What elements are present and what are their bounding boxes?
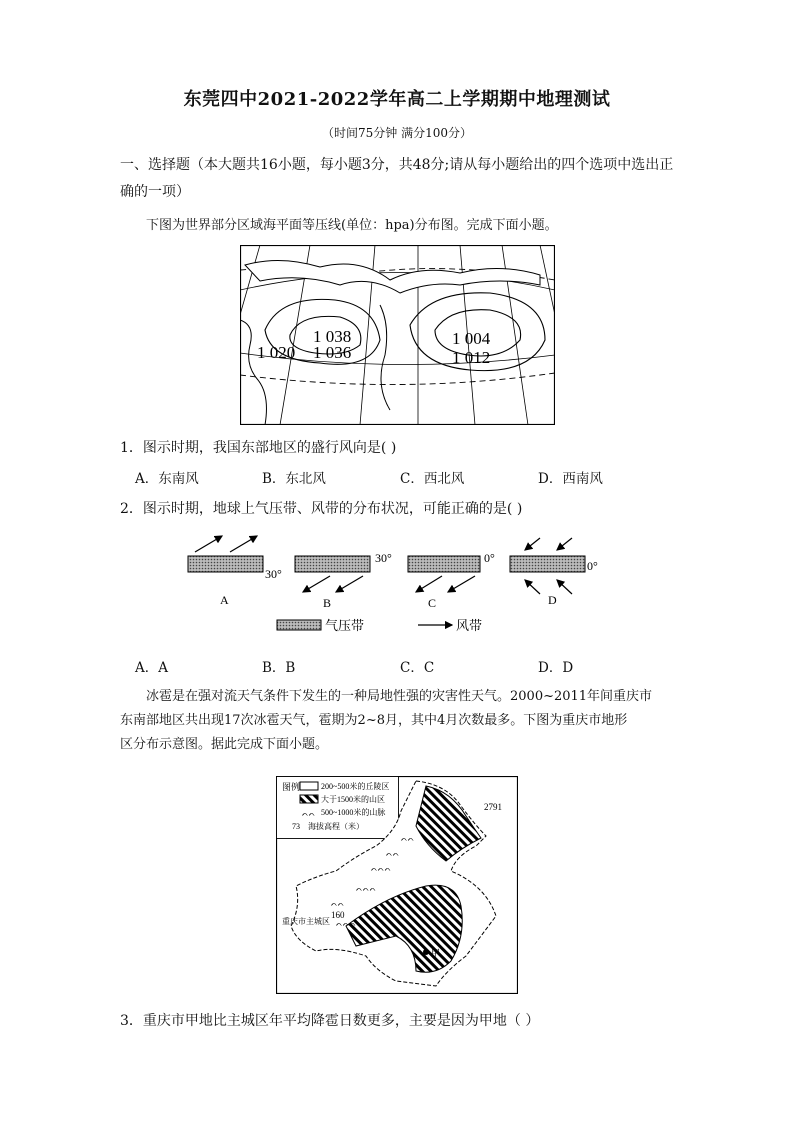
peak-elevation: 2791 <box>484 802 502 812</box>
q1-option-b[interactable]: B．东北风 <box>262 471 326 487</box>
belt-a-pressure <box>188 556 263 572</box>
legend-mountain-swatch <box>300 795 318 803</box>
belt-b-arrow-2 <box>336 576 363 592</box>
isobar-label-1020: 1 020 <box>257 343 296 362</box>
svg-text:ᨈᨈ: ᨈᨈ <box>401 834 415 843</box>
legend-range-label: 500~1000米的山脉 <box>321 808 386 817</box>
exam-info: （时间75分钟 满分100分） <box>322 126 472 140</box>
legend-title: 图例 <box>282 782 301 792</box>
belt-d-arrow-4 <box>557 580 572 594</box>
legend-elev-label: 海拔高程（米） <box>308 822 364 831</box>
isobar-label-1038: 1 038 <box>313 327 352 346</box>
intro-2-line-3: 区分布示意图。据此完成下面小题。 <box>120 737 329 752</box>
jia-label: 甲 <box>431 948 441 958</box>
belt-a-lat: 30° <box>265 567 282 581</box>
belt-c-arrow-1 <box>416 576 442 592</box>
intro-2-line-1: 冰雹是在强对流天气条件下发生的一种局地性强的灾害性天气。2000~2011年间重庆市 <box>146 689 653 704</box>
belt-b-arrow-1 <box>303 576 330 592</box>
legend-wind-label: 风带 <box>456 618 483 633</box>
belt-diagram <box>180 528 620 643</box>
belt-d-lat: 0° <box>587 559 598 573</box>
q2-option-b[interactable]: B．B <box>262 660 296 676</box>
legend-elev-num: 73 <box>292 822 300 831</box>
q2-option-a[interactable]: A．A <box>135 660 168 676</box>
q1-option-c[interactable]: C．西北风 <box>400 471 465 487</box>
belt-c-lat: 0° <box>484 551 495 565</box>
elevation-160: 160 <box>331 910 345 920</box>
legend-pressure-label: 气压带 <box>325 618 365 633</box>
belt-d-pressure <box>510 556 585 572</box>
legend-hills-label: 200~500米的丘陵区 <box>321 782 390 791</box>
question-1-stem: 1．图示时期，我国东部地区的盛行风向是( ) <box>120 440 397 456</box>
belt-d-arrow-2 <box>557 538 572 550</box>
legend-mountain-label: 大于1500米的山区 <box>321 795 385 804</box>
isobar-label-1012: 1 012 <box>452 348 491 367</box>
question-2-stem: 2．图示时期，地球上气压带、风带的分布状况，可能正确的是( ) <box>120 501 523 517</box>
q1-option-a[interactable]: A．东南风 <box>135 471 199 487</box>
q1-option-d[interactable]: D．西南风 <box>538 471 603 487</box>
intro-2-line-2: 东南部地区共出现17次冰雹天气，雹期为2~8月，其中4月次数最多。下图为重庆市地形 <box>120 713 628 728</box>
belt-a-arrow-2 <box>230 536 257 552</box>
question-3-stem: 3．重庆市甲地比主城区年平均降雹日数更多，主要是因为甲地（ ） <box>120 1013 540 1029</box>
city-label: 重庆市主城区 <box>282 917 330 926</box>
q2-option-d[interactable]: D．D <box>538 660 574 676</box>
q2-option-c[interactable]: C．C <box>400 660 435 676</box>
svg-text:ᨈᨈ: ᨈᨈ <box>386 849 400 858</box>
belt-b-lat: 30° <box>375 551 392 565</box>
belt-d-arrow-1 <box>525 538 540 550</box>
jia-marker <box>423 949 429 955</box>
belt-b-pressure <box>295 556 370 572</box>
svg-text:ᨈᨈᨈ: ᨈᨈᨈ <box>336 919 357 928</box>
belt-a-label: A <box>220 593 229 607</box>
belt-c-label: C <box>428 596 437 610</box>
legend-pressure-swatch <box>277 620 321 630</box>
legend-hills-swatch <box>300 782 318 790</box>
isobar-label-1036: 1 036 <box>313 343 352 362</box>
legend-range-icon: ᨈᨈ <box>302 809 316 818</box>
isobar-label-1004: 1 004 <box>452 329 491 348</box>
belt-b-label: B <box>323 596 332 610</box>
svg-text:ᨈᨈᨈ: ᨈᨈᨈ <box>371 864 392 873</box>
belt-d-label: D <box>548 593 557 607</box>
page-title: 东莞四中2021-2022学年高二上学期期中地理测试 <box>183 89 611 110</box>
intro-paragraph-1: 下图为世界部分区域海平面等压线(单位：hpa)分布图。完成下面小题。 <box>146 218 558 233</box>
belt-c-arrow-2 <box>448 576 475 592</box>
section-heading: 一、选择题（本大题共16小题，每小题3分，共48分;请从每小题给出的四个选项中选出正确的一项） <box>120 157 674 200</box>
belt-c-pressure <box>408 556 480 572</box>
svg-text:ᨈᨈ: ᨈᨈ <box>331 899 345 908</box>
belt-d-arrow-3 <box>525 580 540 594</box>
belt-a-arrow-1 <box>195 536 222 552</box>
isobar-map <box>240 245 555 425</box>
svg-text:ᨈᨈᨈ: ᨈᨈᨈ <box>356 884 377 893</box>
chongqing-terrain-map <box>276 776 518 994</box>
